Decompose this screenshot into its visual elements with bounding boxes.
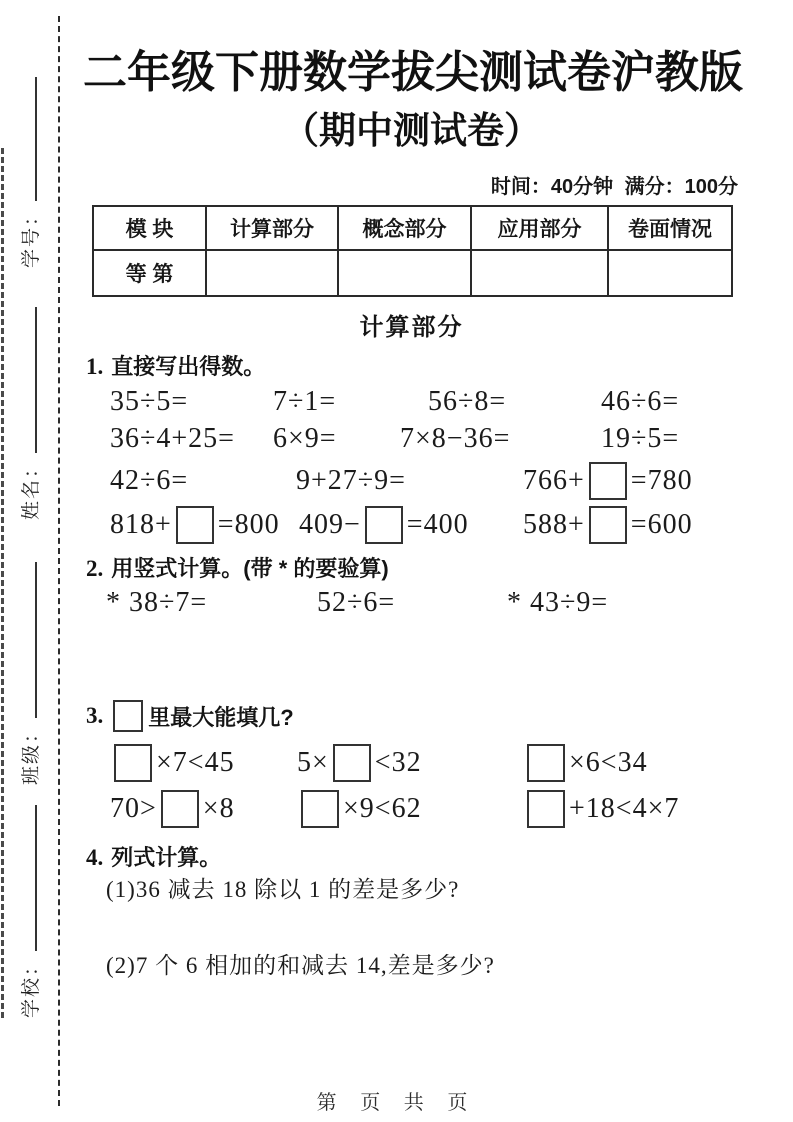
class-label: 班级： bbox=[21, 721, 42, 785]
expression bbox=[110, 461, 188, 501]
answer-box[interactable] bbox=[589, 462, 627, 500]
question-4-heading bbox=[86, 841, 221, 872]
question-3-prompt: 里最大能填几? bbox=[148, 704, 294, 730]
expression-text: ×7<45 bbox=[156, 747, 235, 778]
answer-box[interactable] bbox=[527, 744, 565, 782]
school-blank[interactable] bbox=[31, 805, 37, 951]
expression: 19÷5= bbox=[601, 423, 680, 454]
class-blank[interactable] bbox=[31, 562, 37, 718]
answer-box[interactable] bbox=[589, 506, 627, 544]
expression: 56÷8= bbox=[428, 386, 507, 417]
question-4-number: 4. bbox=[86, 845, 104, 870]
expression-text: =600 bbox=[630, 509, 693, 540]
expression: 35÷5= bbox=[110, 386, 189, 417]
question-2-heading bbox=[86, 552, 389, 583]
paper-subtitle: （期中测试卷） bbox=[282, 110, 541, 151]
question-1-number: 1. bbox=[86, 354, 104, 379]
expression-with-box bbox=[523, 505, 693, 545]
expression-text: 9+27÷9= bbox=[296, 465, 406, 496]
expression: 46÷6= bbox=[601, 386, 680, 417]
expression: 52÷6= bbox=[317, 587, 396, 618]
expression-with-box bbox=[110, 505, 280, 545]
page-edge-dashed-line bbox=[1, 148, 4, 1018]
expression-text: ×6<34 bbox=[569, 747, 648, 778]
score-header-module: 模 块 bbox=[93, 206, 206, 250]
grade-cell-calculation[interactable] bbox=[206, 250, 338, 296]
student-name-blank[interactable] bbox=[31, 307, 37, 453]
student-name-field bbox=[16, 307, 43, 520]
score-header-application: 应用部分 bbox=[471, 206, 608, 250]
expression-with-box bbox=[297, 790, 422, 828]
score-header-calculation: 计算部分 bbox=[206, 206, 338, 250]
student-number-field bbox=[16, 77, 43, 268]
expression-text: 409− bbox=[299, 509, 361, 540]
time-score-info: 时间：40分钟 满分：100分 bbox=[490, 176, 738, 198]
word-problem-2: (2)7 个 6 相加的和减去 14,差是多少? bbox=[106, 953, 495, 978]
answer-box[interactable] bbox=[114, 744, 152, 782]
expression-text: 42÷6= bbox=[110, 465, 189, 496]
expression-with-box bbox=[299, 505, 469, 545]
expression-text: 818+ bbox=[110, 509, 172, 540]
expression-text: 766+ bbox=[523, 465, 585, 496]
question-3-number: 3. bbox=[86, 703, 104, 728]
expression: 7×8−36= bbox=[400, 423, 511, 454]
score-table-grade-row bbox=[93, 250, 732, 296]
binding-fold-dashed-line bbox=[58, 16, 60, 1106]
section-title: 计算部分 bbox=[359, 314, 464, 341]
expression-text: 588+ bbox=[523, 509, 585, 540]
question-2-number: 2. bbox=[86, 556, 104, 581]
expression-text: <32 bbox=[374, 747, 422, 778]
score-table bbox=[92, 205, 733, 297]
score-header-concept: 概念部分 bbox=[338, 206, 471, 250]
score-header-paper-quality: 卷面情况 bbox=[608, 206, 732, 250]
question-1-prompt: 直接写出得数。 bbox=[111, 354, 266, 379]
school-label: 学校： bbox=[21, 954, 42, 1018]
answer-box[interactable] bbox=[301, 790, 339, 828]
expression: 6×9= bbox=[273, 423, 337, 454]
expression: 7÷1= bbox=[273, 386, 337, 417]
expression-text: 70> bbox=[110, 793, 157, 824]
student-number-blank[interactable] bbox=[31, 77, 37, 201]
student-number-label: 学号： bbox=[21, 204, 42, 268]
expression-text: =800 bbox=[217, 509, 280, 540]
word-problem-1: (1)36 减去 18 除以 1 的差是多少? bbox=[106, 877, 460, 902]
expression-with-box bbox=[523, 461, 693, 501]
question-2-prompt: 用竖式计算。(带 * 的要验算) bbox=[111, 556, 389, 581]
expression-text: 5× bbox=[297, 747, 329, 778]
expression-with-box bbox=[110, 744, 235, 782]
expression-text: +18<4×7 bbox=[569, 793, 680, 824]
expression: * 43÷9= bbox=[507, 587, 609, 618]
expression-with-box bbox=[523, 790, 679, 828]
grade-row-label: 等 第 bbox=[93, 250, 206, 296]
paper-title: 二年级下册数学拔尖测试卷沪教版 bbox=[83, 48, 743, 97]
class-field bbox=[16, 562, 43, 785]
expression-with-box bbox=[297, 744, 422, 782]
question-3-heading bbox=[86, 698, 294, 734]
answer-box[interactable] bbox=[176, 506, 214, 544]
expression-text: =780 bbox=[630, 465, 693, 496]
expression bbox=[296, 461, 406, 501]
expression-with-box bbox=[523, 744, 648, 782]
grade-cell-application[interactable] bbox=[471, 250, 608, 296]
question-4-prompt: 列式计算。 bbox=[111, 845, 222, 870]
answer-box[interactable] bbox=[333, 744, 371, 782]
answer-box[interactable] bbox=[365, 506, 403, 544]
answer-box bbox=[113, 700, 143, 732]
expression-with-box bbox=[110, 790, 235, 828]
page-footer: 第 页 共 页 bbox=[316, 1092, 477, 1114]
expression-text: ×9<62 bbox=[343, 793, 422, 824]
expression-text: =400 bbox=[406, 509, 469, 540]
expression: * 38÷7= bbox=[106, 587, 208, 618]
expression-text: ×8 bbox=[202, 793, 235, 824]
grade-cell-paper-quality[interactable] bbox=[608, 250, 732, 296]
grade-cell-concept[interactable] bbox=[338, 250, 471, 296]
expression: 36÷4+25= bbox=[110, 423, 235, 454]
school-field bbox=[16, 805, 43, 1018]
answer-box[interactable] bbox=[527, 790, 565, 828]
score-table-header-row bbox=[93, 206, 732, 250]
question-1-heading bbox=[86, 350, 265, 381]
student-name-label: 姓名： bbox=[21, 456, 42, 520]
answer-box[interactable] bbox=[161, 790, 199, 828]
